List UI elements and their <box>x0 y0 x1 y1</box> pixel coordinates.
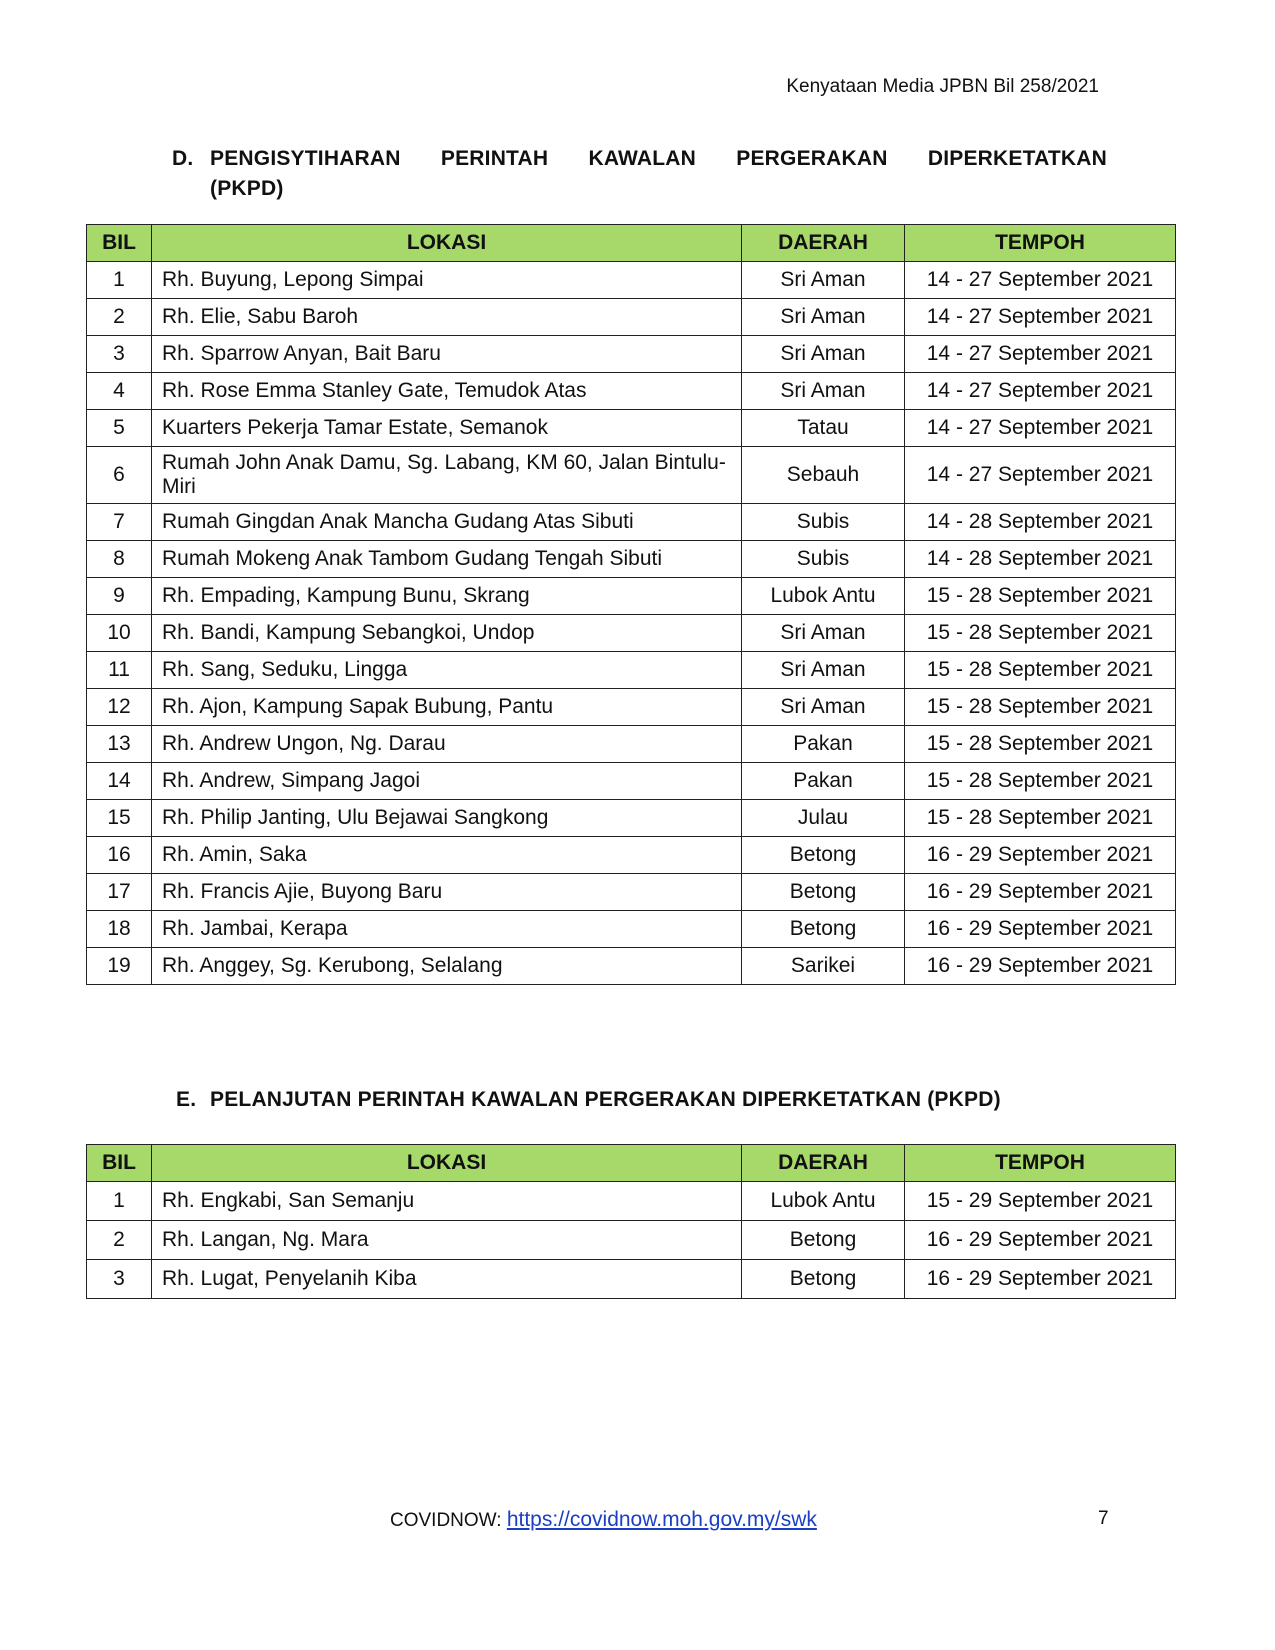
cell-daerah: Julau <box>742 800 905 837</box>
cell-tempoh: 16 - 29 September 2021 <box>905 948 1176 985</box>
cell-lokasi: Rh. Andrew Ungon, Ng. Darau <box>152 726 742 763</box>
page-number: 7 <box>1098 1508 1109 1529</box>
table-row <box>87 504 1176 541</box>
cell-tempoh: 14 - 27 September 2021 <box>905 410 1176 447</box>
table-row <box>87 1260 1176 1299</box>
cell-bil: 18 <box>87 911 152 948</box>
cell-daerah: Lubok Antu <box>742 578 905 615</box>
cell-tempoh: 16 - 29 September 2021 <box>905 837 1176 874</box>
cell-bil: 14 <box>87 763 152 800</box>
table-header-row <box>87 1145 1176 1182</box>
cell-daerah: Sri Aman <box>742 373 905 410</box>
cell-bil: 15 <box>87 800 152 837</box>
cell-bil: 8 <box>87 541 152 578</box>
cell-lokasi: Rh. Anggey, Sg. Kerubong, Selalang <box>152 948 742 985</box>
table-row <box>87 615 1176 652</box>
cell-lokasi: Rumah Mokeng Anak Tambom Gudang Tengah Sibuti <box>152 541 742 578</box>
cell-tempoh: 14 - 28 September 2021 <box>905 504 1176 541</box>
table-row <box>87 373 1176 410</box>
cell-tempoh: 16 - 29 September 2021 <box>905 911 1176 948</box>
column-header-lokasi: LOKASI <box>152 225 742 262</box>
pkpd-extension-table <box>86 1144 1176 1299</box>
cell-bil: 19 <box>87 948 152 985</box>
section-d-title <box>172 147 1107 201</box>
document-reference: Kenyataan Media JPBN Bil 258/2021 <box>786 76 1099 97</box>
table-row <box>87 336 1176 373</box>
table-row <box>87 800 1176 837</box>
section-e-title-text: PELANJUTAN PERINTAH KAWALAN PERGERAKAN DIPERKETATKAN (PKPD) <box>210 1088 1001 1111</box>
table-row <box>87 262 1176 299</box>
cell-bil: 16 <box>87 837 152 874</box>
cell-daerah: Sri Aman <box>742 652 905 689</box>
cell-lokasi: Rh. Amin, Saka <box>152 837 742 874</box>
cell-tempoh: 16 - 29 September 2021 <box>905 874 1176 911</box>
cell-lokasi: Rh. Sang, Seduku, Lingga <box>152 652 742 689</box>
cell-daerah: Sri Aman <box>742 336 905 373</box>
cell-lokasi: Rh. Andrew, Simpang Jagoi <box>152 763 742 800</box>
table-row <box>87 874 1176 911</box>
cell-tempoh: 14 - 27 September 2021 <box>905 336 1176 373</box>
section-d-title-word: PENGISYTIHARAN <box>210 147 401 170</box>
cell-daerah: Betong <box>742 1221 905 1260</box>
cell-daerah: Subis <box>742 541 905 578</box>
column-header-bil: BIL <box>87 1145 152 1182</box>
column-header-tempoh: TEMPOH <box>905 1145 1176 1182</box>
section-d-title-word: KAWALAN <box>588 147 697 170</box>
section-d-title-word: DIPERKETATKAN <box>927 147 1107 170</box>
section-d-letter: D. <box>172 147 194 170</box>
cell-bil: 10 <box>87 615 152 652</box>
table-row <box>87 837 1176 874</box>
cell-lokasi: Rh. Jambai, Kerapa <box>152 911 742 948</box>
section-d-title-word: PERINTAH <box>440 147 549 170</box>
column-header-bil: BIL <box>87 225 152 262</box>
cell-bil: 4 <box>87 373 152 410</box>
section-d-title-line2: (PKPD) <box>210 177 284 200</box>
cell-lokasi: Rh. Rose Emma Stanley Gate, Temudok Atas <box>152 373 742 410</box>
cell-daerah: Sri Aman <box>742 689 905 726</box>
table-header-row <box>87 225 1176 262</box>
footer-label: COVIDNOW: <box>390 1510 507 1531</box>
table-row <box>87 299 1176 336</box>
cell-daerah: Sarikei <box>742 948 905 985</box>
cell-tempoh: 15 - 28 September 2021 <box>905 578 1176 615</box>
cell-bil: 2 <box>87 1221 152 1260</box>
cell-bil: 7 <box>87 504 152 541</box>
cell-daerah: Sri Aman <box>742 262 905 299</box>
table-row <box>87 948 1176 985</box>
cell-tempoh: 15 - 29 September 2021 <box>905 1182 1176 1221</box>
cell-lokasi: Rh. Elie, Sabu Baroh <box>152 299 742 336</box>
column-header-tempoh: TEMPOH <box>905 225 1176 262</box>
cell-daerah: Betong <box>742 911 905 948</box>
cell-bil: 12 <box>87 689 152 726</box>
cell-tempoh: 14 - 27 September 2021 <box>905 299 1176 336</box>
cell-lokasi: Rh. Francis Ajie, Buyong Baru <box>152 874 742 911</box>
section-e-title <box>176 1088 1001 1112</box>
cell-tempoh: 14 - 27 September 2021 <box>905 373 1176 410</box>
cell-lokasi: Rh. Langan, Ng. Mara <box>152 1221 742 1260</box>
cell-daerah: Sebauh <box>742 447 905 504</box>
cell-lokasi: Rh. Philip Janting, Ulu Bejawai Sangkong <box>152 800 742 837</box>
cell-tempoh: 15 - 28 September 2021 <box>905 615 1176 652</box>
cell-bil: 6 <box>87 447 152 504</box>
cell-tempoh: 14 - 28 September 2021 <box>905 541 1176 578</box>
cell-tempoh: 15 - 28 September 2021 <box>905 800 1176 837</box>
cell-daerah: Betong <box>742 1260 905 1299</box>
cell-daerah: Betong <box>742 874 905 911</box>
cell-tempoh: 16 - 29 September 2021 <box>905 1260 1176 1299</box>
cell-bil: 11 <box>87 652 152 689</box>
cell-bil: 9 <box>87 578 152 615</box>
table-row <box>87 447 1176 504</box>
pkpd-declaration-table <box>86 224 1176 985</box>
cell-lokasi: Rumah Gingdan Anak Mancha Gudang Atas Sibuti <box>152 504 742 541</box>
cell-tempoh: 15 - 28 September 2021 <box>905 652 1176 689</box>
cell-tempoh: 15 - 28 September 2021 <box>905 726 1176 763</box>
cell-tempoh: 14 - 27 September 2021 <box>905 447 1176 504</box>
table-row <box>87 1182 1176 1221</box>
section-d-title-word: PERGERAKAN <box>736 147 888 170</box>
cell-daerah: Pakan <box>742 726 905 763</box>
covidnow-link[interactable]: https://covidnow.moh.gov.my/swk <box>506 1508 817 1531</box>
cell-bil: 3 <box>87 336 152 373</box>
cell-bil: 5 <box>87 410 152 447</box>
cell-bil: 1 <box>87 262 152 299</box>
table-row <box>87 541 1176 578</box>
cell-bil: 13 <box>87 726 152 763</box>
table-row <box>87 578 1176 615</box>
cell-lokasi: Rh. Buyung, Lepong Simpai <box>152 262 742 299</box>
cell-daerah: Sri Aman <box>742 299 905 336</box>
cell-lokasi: Rumah John Anak Damu, Sg. Labang, KM 60, Jalan Bintulu-Miri <box>152 447 742 504</box>
cell-bil: 3 <box>87 1260 152 1299</box>
cell-tempoh: 14 - 27 September 2021 <box>905 262 1176 299</box>
column-header-lokasi: LOKASI <box>152 1145 742 1182</box>
cell-lokasi: Rh. Engkabi, San Semanju <box>152 1182 742 1221</box>
cell-daerah: Tatau <box>742 410 905 447</box>
cell-bil: 17 <box>87 874 152 911</box>
cell-daerah: Betong <box>742 837 905 874</box>
cell-lokasi: Kuarters Pekerja Tamar Estate, Semanok <box>152 410 742 447</box>
cell-bil: 2 <box>87 299 152 336</box>
cell-tempoh: 16 - 29 September 2021 <box>905 1221 1176 1260</box>
cell-lokasi: Rh. Empading, Kampung Bunu, Skrang <box>152 578 742 615</box>
cell-lokasi: Rh. Sparrow Anyan, Bait Baru <box>152 336 742 373</box>
section-e-letter: E. <box>176 1088 197 1111</box>
cell-lokasi: Rh. Bandi, Kampung Sebangkoi, Undop <box>152 615 742 652</box>
table-row <box>87 689 1176 726</box>
table-row <box>87 911 1176 948</box>
table-row <box>87 410 1176 447</box>
table-row <box>87 763 1176 800</box>
cell-daerah: Subis <box>742 504 905 541</box>
column-header-daerah: DAERAH <box>742 1145 905 1182</box>
cell-daerah: Lubok Antu <box>742 1182 905 1221</box>
cell-tempoh: 15 - 28 September 2021 <box>905 689 1176 726</box>
cell-daerah: Pakan <box>742 763 905 800</box>
table-row <box>87 726 1176 763</box>
cell-daerah: Sri Aman <box>742 615 905 652</box>
column-header-daerah: DAERAH <box>742 225 905 262</box>
footer <box>390 1508 817 1532</box>
cell-lokasi: Rh. Lugat, Penyelanih Kiba <box>152 1260 742 1299</box>
cell-tempoh: 15 - 28 September 2021 <box>905 763 1176 800</box>
cell-bil: 1 <box>87 1182 152 1221</box>
table-row <box>87 652 1176 689</box>
cell-lokasi: Rh. Ajon, Kampung Sapak Bubung, Pantu <box>152 689 742 726</box>
table-row <box>87 1221 1176 1260</box>
